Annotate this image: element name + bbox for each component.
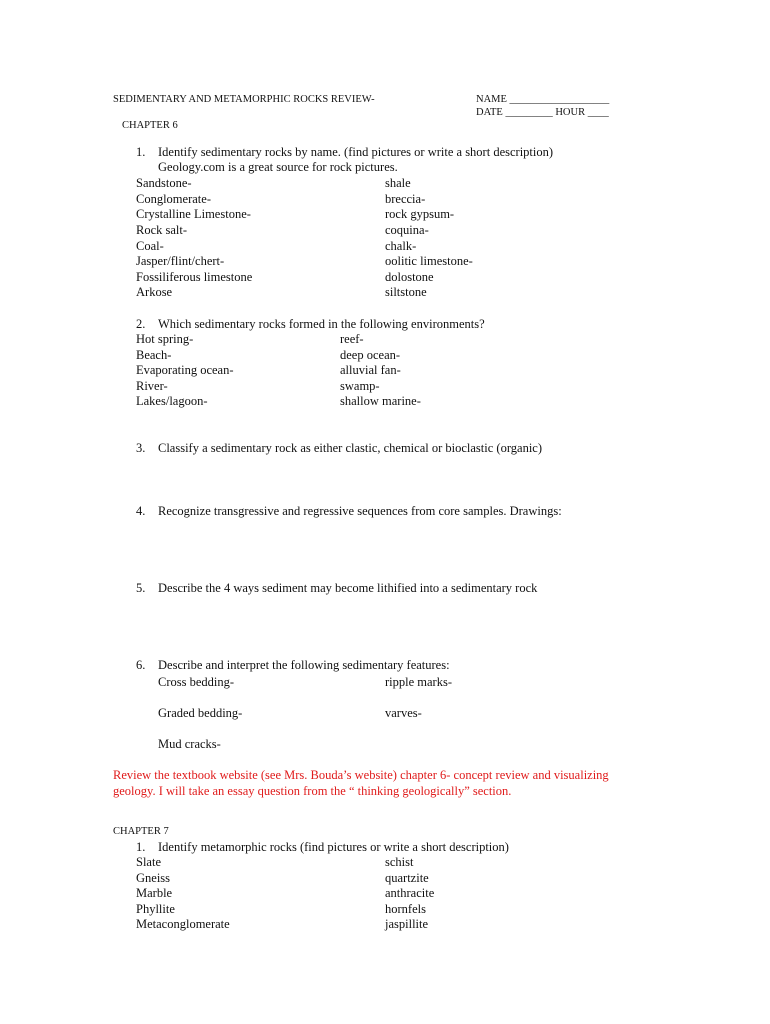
feature-varves: varves- bbox=[385, 706, 422, 720]
ch7-rock-right: quartzite bbox=[385, 871, 429, 885]
feature-mud-cracks: Mud cracks- bbox=[158, 737, 221, 751]
ch7-rock-right: anthracite bbox=[385, 886, 435, 900]
ch6-q5-number: 5. bbox=[136, 581, 146, 595]
chapter6-heading: CHAPTER 6 bbox=[122, 120, 178, 131]
ch6-rock-left: Jasper/flint/chert- bbox=[136, 254, 225, 268]
ch6-rock-right: siltstone bbox=[385, 285, 427, 299]
feature-cross-bedding: Cross bedding- bbox=[158, 675, 235, 689]
ch6-rock-right: shale bbox=[385, 176, 411, 190]
ch6-rock-left: Arkose bbox=[136, 285, 173, 299]
ch6-q4-text: Recognize transgressive and regressive sequences from core samples. Drawings: bbox=[158, 504, 562, 518]
ch6-rock-right: chalk- bbox=[385, 239, 417, 253]
ch7-rock-left: Gneiss bbox=[136, 871, 171, 885]
ch6-rock-left: Fossiliferous limestone bbox=[136, 270, 253, 284]
ch6-q6-text: Describe and interpret the following sedimentary features: bbox=[158, 658, 450, 672]
ch6-q1-text: Identify sedimentary rocks by name. (find pictures or write a short description) bbox=[158, 145, 554, 159]
feature-ripple-marks: ripple marks- bbox=[385, 675, 452, 689]
ch6-rock-right: coquina- bbox=[385, 223, 429, 237]
chapter7-heading: CHAPTER 7 bbox=[113, 826, 169, 837]
ch6-q4-number: 4. bbox=[136, 504, 146, 518]
review-note-line-1: Review the textbook website (see Mrs. Bouda’s website) chapter 6- concept review and visualizing bbox=[113, 768, 609, 782]
ch6-environment-left: Beach- bbox=[136, 348, 172, 362]
ch7-q1-text: Identify metamorphic rocks (find pictures or write a short description) bbox=[158, 840, 509, 854]
ch6-rock-right: dolostone bbox=[385, 270, 434, 284]
ch6-q2-number: 2. bbox=[136, 317, 146, 331]
ch6-rock-left: Coal- bbox=[136, 239, 164, 253]
ch7-rock-right: hornfels bbox=[385, 902, 426, 916]
review-note-line-2: geology. I will take an essay question from the “ thinking geologically” section. bbox=[113, 784, 512, 798]
ch7-rock-left: Slate bbox=[136, 855, 161, 869]
ch7-rock-left: Phyllite bbox=[136, 902, 175, 916]
date-hour-field-label: DATE _________ HOUR ____ bbox=[476, 107, 609, 118]
ch7-rock-left: Marble bbox=[136, 886, 173, 900]
ch6-environment-right: reef- bbox=[340, 332, 364, 346]
ch6-environment-left: River- bbox=[136, 379, 168, 393]
ch6-q2-text: Which sedimentary rocks formed in the following environments? bbox=[158, 317, 485, 331]
name-field-label: NAME ___________________ bbox=[476, 94, 610, 105]
ch6-rock-right: rock gypsum- bbox=[385, 207, 455, 221]
ch6-rock-left: Conglomerate- bbox=[136, 192, 211, 206]
ch6-environment-right: alluvial fan- bbox=[340, 363, 401, 377]
ch6-rock-left: Sandstone- bbox=[136, 176, 192, 190]
ch6-q5-text: Describe the 4 ways sediment may become lithified into a sedimentary rock bbox=[158, 581, 538, 595]
ch6-q6-number: 6. bbox=[136, 658, 146, 672]
ch6-environment-left: Lakes/lagoon- bbox=[136, 394, 208, 408]
ch6-environment-right: swamp- bbox=[340, 379, 380, 393]
ch7-rock-left: Metaconglomerate bbox=[136, 917, 230, 931]
ch6-environment-left: Hot spring- bbox=[136, 332, 194, 346]
ch6-q1-number: 1. bbox=[136, 145, 146, 159]
ch6-q3-text: Classify a sedimentary rock as either clastic, chemical or bioclastic (organic) bbox=[158, 441, 542, 455]
ch6-environment-left: Evaporating ocean- bbox=[136, 363, 234, 377]
page-title: SEDIMENTARY AND METAMORPHIC ROCKS REVIEW- bbox=[113, 94, 375, 105]
ch6-rock-right: breccia- bbox=[385, 192, 426, 206]
ch6-rock-left: Rock salt- bbox=[136, 223, 188, 237]
ch6-q1-text-2: Geology.com is a great source for rock pictures. bbox=[158, 160, 398, 174]
ch7-q1-number: 1. bbox=[136, 840, 146, 854]
feature-graded-bedding: Graded bedding- bbox=[158, 706, 243, 720]
ch6-rock-right: oolitic limestone- bbox=[385, 254, 473, 268]
ch6-rock-left: Crystalline Limestone- bbox=[136, 207, 251, 221]
ch6-q3-number: 3. bbox=[136, 441, 146, 455]
ch7-rock-right: jaspillite bbox=[385, 917, 429, 931]
ch7-rock-right: schist bbox=[385, 855, 414, 869]
ch6-environment-right: deep ocean- bbox=[340, 348, 401, 362]
ch6-environment-right: shallow marine- bbox=[340, 394, 421, 408]
